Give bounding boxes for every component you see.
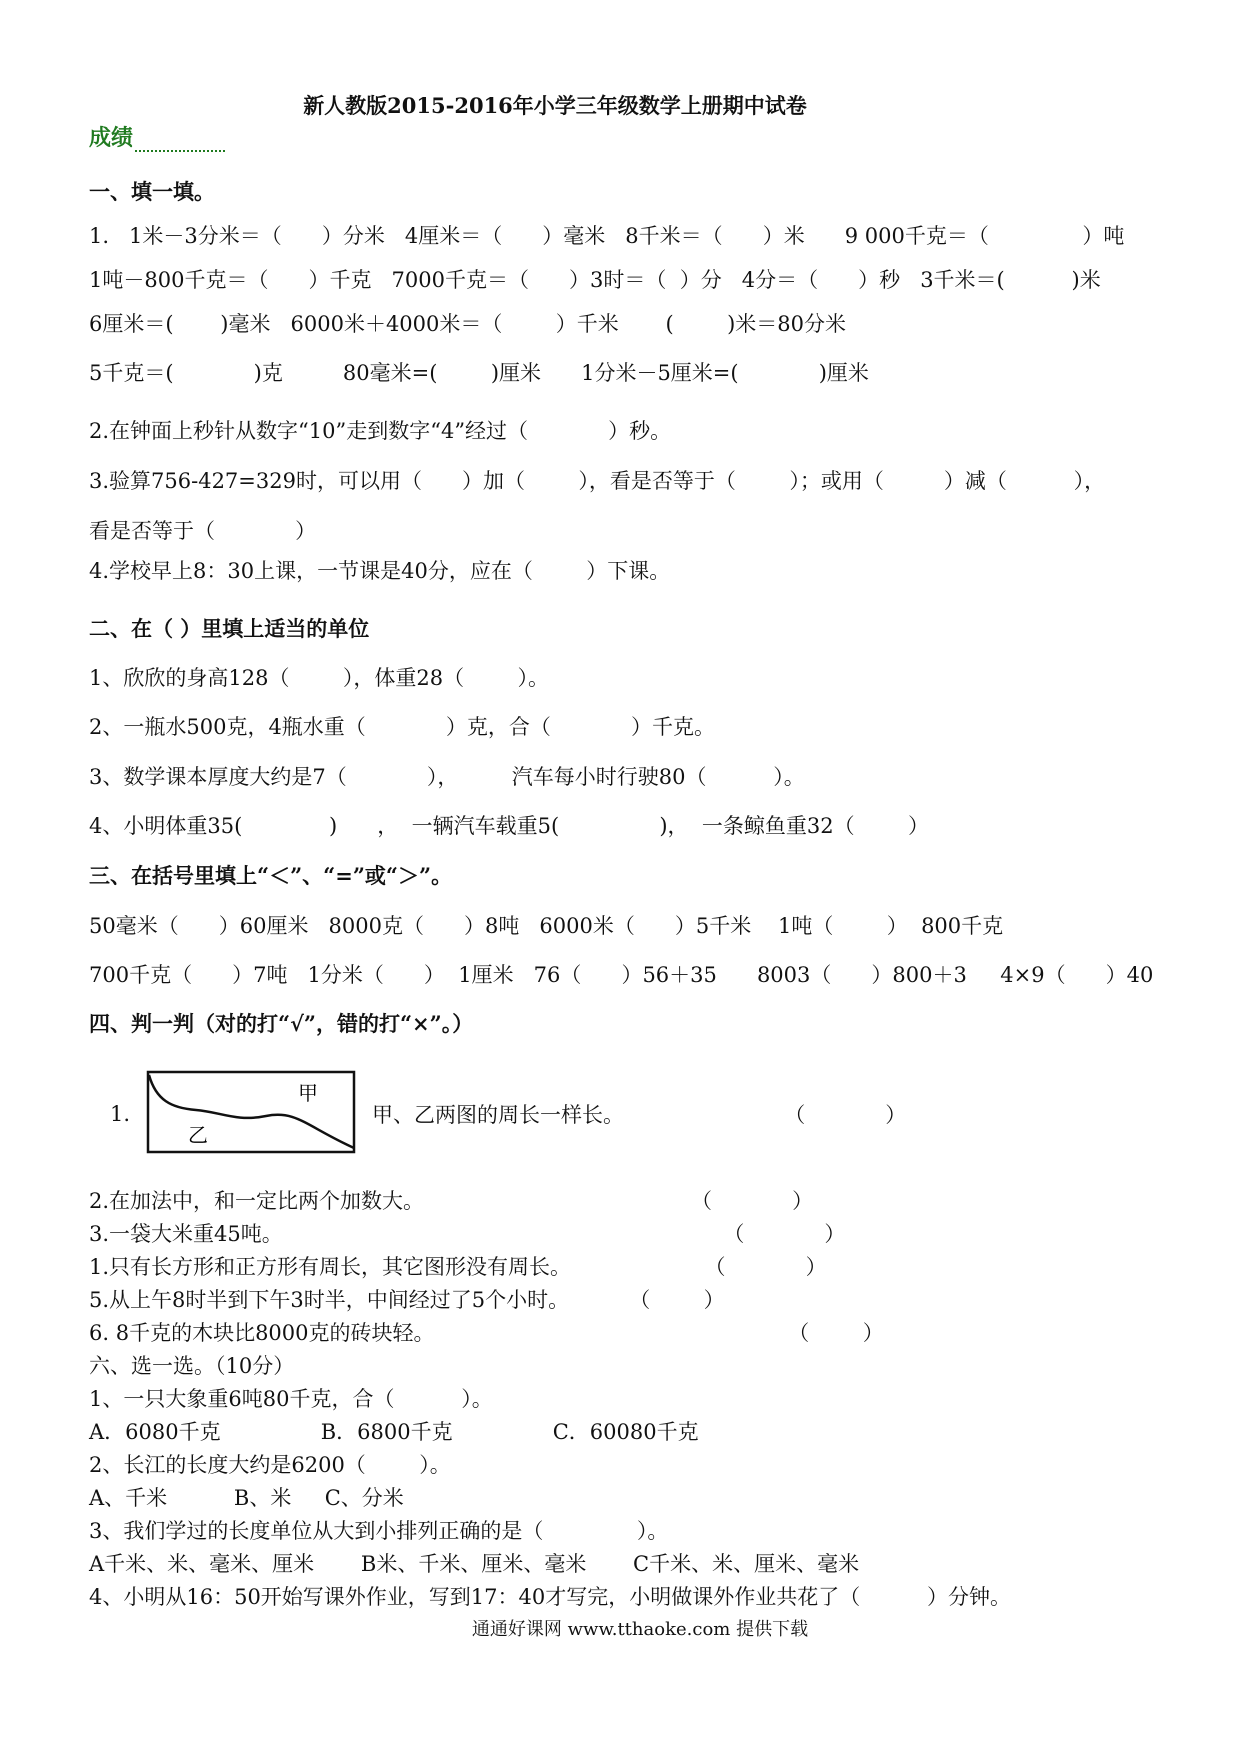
question-line: 700千克（ ）7吨 1分米（ ） 1厘米 76（ ）56＋35 8003（ ）800＋3 4×9（ ）40 — [89, 963, 1154, 987]
question-line: 1.只有长方形和正方形有周长，其它图形没有周长。 （ ） — [89, 1255, 827, 1279]
section-heading-3: 三、在括号里填上“＜”、“=”或“＞”。 — [89, 863, 453, 888]
question-line: 1、一只大象重6吨80千克，合（ ）。 — [89, 1387, 493, 1411]
figure-question-number: 1. — [110, 1102, 131, 1126]
figure-rectangle — [148, 1072, 354, 1152]
question-line: 4.学校早上8：30上课，一节课是40分，应在（ ）下课。 — [89, 559, 671, 583]
question-line: 2.在钟面上秒针从数字“10”走到数字“4”经过（ ）秒。 — [89, 419, 672, 443]
figure-dividing-curve — [149, 1075, 354, 1148]
question-line: 3、数学课本厚度大约是7（ ）， 汽车每小时行驶80（ ）。 — [89, 765, 805, 789]
question-line: 1. 1米－3分米＝（ ）分米 4厘米＝（ ）毫米 8千米＝（ ）米 9 000千克＝（ ）吨 — [89, 224, 1125, 248]
section-heading-2: 二、在（ ）里填上适当的单位 — [89, 616, 370, 641]
figure-label-jia: 甲 — [298, 1081, 318, 1105]
section-heading-1: 一、填一填。 — [89, 179, 215, 204]
score-field — [89, 124, 225, 152]
question-line: 1吨－800千克＝（ ）千克 7000千克＝（ ）3时＝（ ）分 4分＝（ ）秒 3千米＝( )米 — [89, 268, 1101, 292]
question-line: 2、长江的长度大约是6200（ ）。 — [89, 1453, 451, 1477]
figure-label-yi: 乙 — [188, 1123, 208, 1147]
score-label: 成绩 — [89, 125, 134, 151]
question-line: 5千克＝( )克 80毫米=( )厘米 1分米－5厘米=( )厘米 — [89, 361, 869, 385]
answer-options: A千米、米、毫米、厘米 B米、千米、厘米、毫米 C千米、米、厘米、毫米 — [89, 1552, 860, 1576]
question-line: 50毫米（ ）60厘米 8000克（ ）8吨 6000米（ ）5千米 1吨（ ） 800千克 — [89, 914, 1004, 938]
question-line: 2.在加法中，和一定比两个加数大。 （ ） — [89, 1189, 814, 1213]
perimeter-figure — [146, 1070, 358, 1156]
section-heading-4: 四、判一判（对的打“√”，错的打“×”。） — [89, 1011, 474, 1036]
question-line: 2、一瓶水500克，4瓶水重（ ）克，合（ ）千克。 — [89, 715, 716, 739]
question-line: 3.一袋大米重45吨。 （ ） — [89, 1222, 846, 1246]
answer-options: A．6080千克 B．6800千克 C．60080千克 — [89, 1420, 699, 1444]
question-line: 4、小明体重35( ) ， 一辆汽车载重5( )， 一条鲸鱼重32（ ） — [89, 814, 929, 838]
footer-credit: 通通好课网 www.tthaoke.com 提供下载 — [471, 1619, 809, 1640]
page-title: 新人教版2015-2016年小学三年级数学上册期中试卷 — [303, 93, 807, 118]
question-line: 5.从上午8时半到下午3时半，中间经过了5个小时。 （ ） — [89, 1288, 725, 1312]
question-line: 3.验算756-427=329时，可以用（ ）加（ ），看是否等于（ ）；或用（ ）减（ ）， — [89, 469, 1106, 493]
section-heading-6: 六、选一选。（10分） — [89, 1354, 295, 1378]
score-blank — [135, 130, 225, 152]
question-line: 6厘米＝( )毫米 6000米＋4000米＝（ ）千米 ( )米＝80分米 — [89, 312, 847, 336]
figure-statement: 甲、乙两图的周长一样长。 （ ） — [372, 1103, 907, 1127]
question-line: 3、我们学过的长度单位从大到小排列正确的是（ ）。 — [89, 1519, 669, 1543]
question-line: 6. 8千克的木块比8000克的砖块轻。 （ ） — [89, 1321, 884, 1345]
question-line: 看是否等于（ ） — [89, 519, 317, 543]
answer-options: A、千米 B、米 C、分米 — [89, 1486, 404, 1510]
question-line: 4、小明从16：50开始写课外作业，写到17：40才写完，小明做课外作业共花了（ ）分钟。 — [89, 1585, 1011, 1609]
question-line: 1、欣欣的身高128（ ），体重28（ ）。 — [89, 666, 549, 690]
